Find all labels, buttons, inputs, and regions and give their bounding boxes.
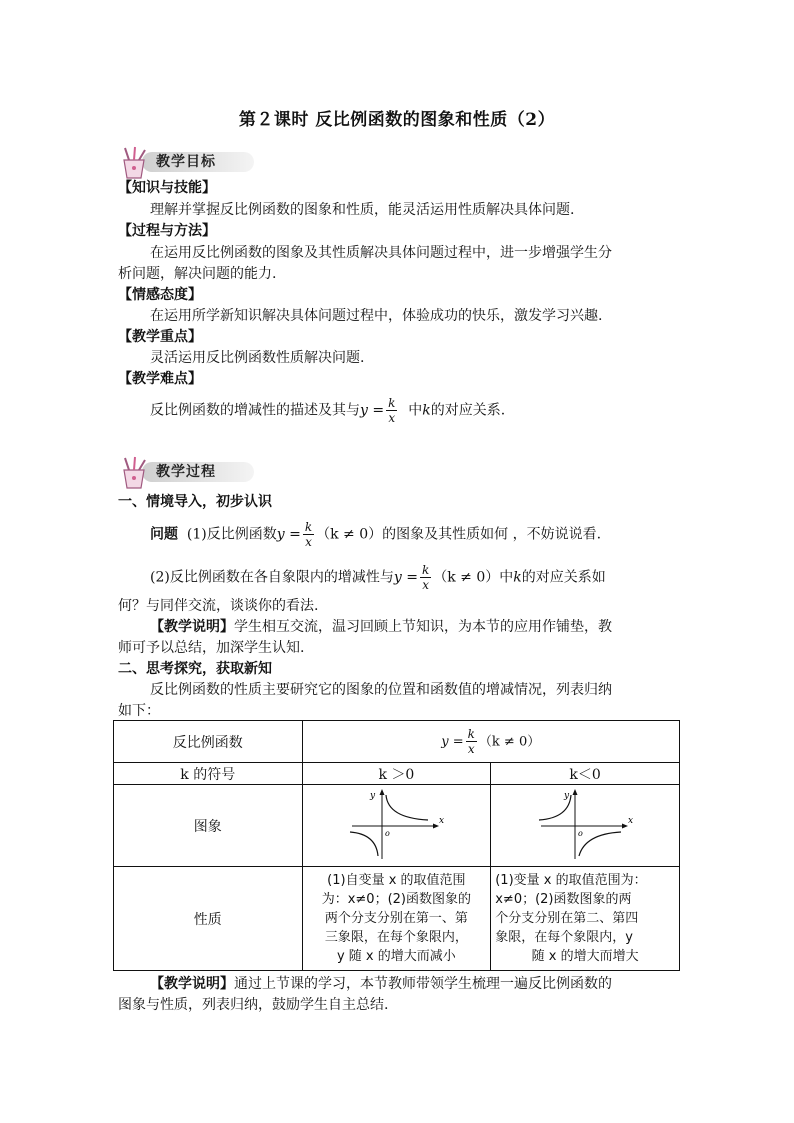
hyperbola-graph-k-positive: [346, 786, 446, 862]
text-attitude: 在运用所学新知识解决具体问题过程中，体验成功的快乐，激发学习兴趣.: [150, 308, 603, 324]
question-1: 问题 (1)反比例函数y = $\frac{k}{x}$ （k ≠ 0）的图象及其性质如何 ，不妨说说看.: [150, 520, 602, 549]
fraction-k-over-x: $\frac{k}{x}$: [467, 727, 475, 756]
table-cell-properties-positive: (1)自变量 x 的取值范围 为：x≠0；(2)函数图象的 两个分支分别在第一、第 三象限，在每个象限内， y 随 x 的增大而减小: [302, 867, 491, 971]
page-title: 第２课时 反比例函数的图象和性质（2）: [238, 110, 556, 130]
table-cell: 反比例函数: [114, 721, 303, 763]
table-cell: k ＞0: [302, 763, 491, 785]
properties-table: [113, 720, 680, 971]
table-cell-properties-negative: (1)变量 x 的取值范围为： x≠0；(2)函数图象的两 个分支分别在第二、第四 象限，在每个象限内，y 随 x 的增大而增大: [491, 867, 680, 971]
table-row: [114, 785, 680, 867]
text-key-point: 灵活运用反比例函数性质解决问题.: [150, 350, 365, 366]
heading-attitude: 【情感态度】: [118, 287, 202, 303]
axis-label: y: [370, 790, 376, 801]
badge-label: 教学目标: [156, 154, 216, 170]
table-cell-graph-negative: [491, 785, 680, 867]
axis-label: x: [628, 815, 634, 826]
heading-process-method: 【过程与方法】: [118, 223, 216, 239]
heading-difficulty: 【教学难点】: [118, 371, 202, 387]
question-2-cont: 何？与同伴交流，谈谈你的看法.: [118, 598, 319, 614]
axis-label: y: [564, 790, 570, 801]
table-cell: k＜0: [491, 763, 680, 785]
axis-label: x: [439, 815, 445, 826]
table-cell: 图象: [114, 785, 303, 867]
heading-explore: 二、思考探究，获取新知: [118, 661, 272, 677]
origin-label: o: [385, 828, 391, 838]
section-badge-process: [118, 456, 258, 488]
fraction-k-over-x: $\frac{k}{x}$: [304, 520, 313, 549]
text-process-method-1: 在运用反比例函数的图象及其性质解决具体问题过程中，进一步增强学生分: [150, 245, 612, 261]
table-cell-graph-positive: [302, 785, 491, 867]
fraction-k-over-x: $\frac{k}{x}$: [388, 396, 396, 425]
text-process-method-2: 析问题，解决问题的能力.: [118, 266, 277, 282]
table-cell: k 的符号: [114, 763, 303, 785]
fraction-k-over-x: $\frac{k}{x}$: [421, 563, 430, 592]
pencil-cup-icon: [118, 456, 158, 490]
table-row: [114, 721, 680, 763]
origin-label: o: [578, 828, 583, 838]
heading-intro: 一、情境导入，初步认识: [118, 494, 272, 510]
text-knowledge: 理解并掌握反比例函数的图象和性质，能灵活运用性质解决具体问题.: [150, 202, 575, 218]
table-cell-formula: y = $\frac{k}{x}$ （k ≠ 0）: [302, 721, 680, 763]
teaching-note-1-cont: 师可予以总结，加深学生认知.: [118, 640, 305, 656]
teaching-note-2: 【教学说明】通过上节课的学习，本节教师带领学生梳理一遍反比例函数的: [150, 976, 612, 992]
badge-label: 教学过程: [156, 464, 216, 480]
paragraph-explore-1: 反比例函数的性质主要研究它的图象的位置和函数值的增减情况，列表归纳: [150, 682, 612, 698]
teaching-note-1: 【教学说明】学生相互交流，温习回顾上节知识，为本节的应用作铺垫，教: [150, 619, 612, 635]
table-row: [114, 763, 680, 785]
table-row: [114, 867, 680, 971]
paragraph-explore-2: 如下：: [118, 703, 160, 719]
question-2: (2)反比例函数在各自象限内的增减性与y = $\frac{k}{x}$ （k ≠ 0）中k的对应关系如: [150, 563, 606, 592]
teaching-note-2-cont: 图象与性质，列表归纳，鼓励学生自主总结.: [118, 997, 389, 1013]
text-difficulty: 反比例函数的增减性的描述及其与y = $\frac{k}{x}$ 中k的对应关系.: [150, 396, 506, 425]
table-cell: 性质: [114, 867, 303, 971]
section-badge-goals: [118, 146, 258, 178]
heading-knowledge: 【知识与技能】: [118, 180, 216, 196]
hyperbola-graph-k-negative: [535, 786, 635, 862]
heading-key-point: 【教学重点】: [118, 329, 202, 345]
pencil-cup-icon: [118, 146, 158, 180]
